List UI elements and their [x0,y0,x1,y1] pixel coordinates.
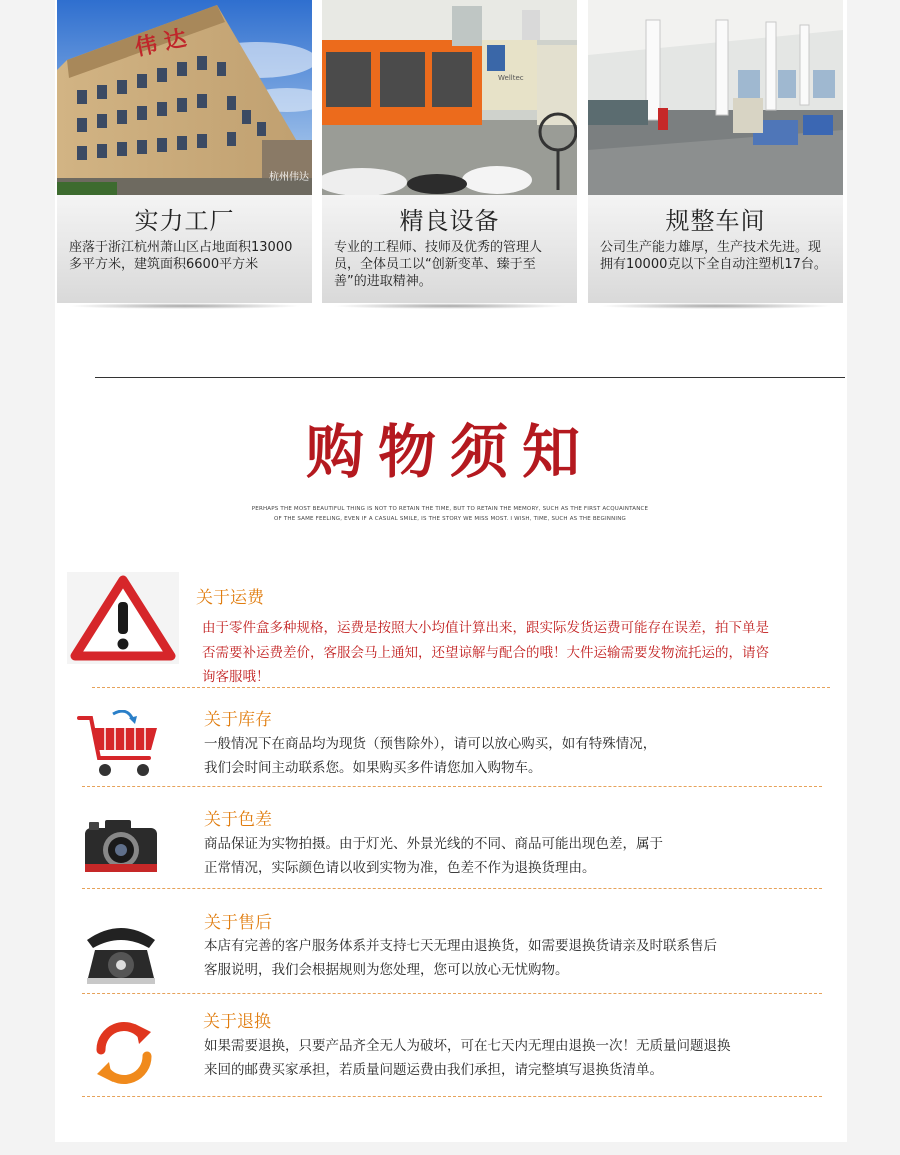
dashed-divider [82,888,822,889]
notice-line: 一般情况下在商品均为现货（预售除外），请可以放心购买，如有特殊情况， [204,736,657,752]
notice-heading: 关于售后 [204,913,272,933]
dashed-divider [92,687,830,688]
feature-panel [57,195,312,303]
feature-card-factory [57,0,312,306]
notice-line: 否需要补运费差价，客服会马上通知，还望谅解与配合的哦！大件运输需要发物流托运的，请咨 [202,644,769,661]
notice-line: 本店有完善的客户服务体系并支持七天无理由退换货，如需要退换货请亲及时联系售后 [204,938,717,954]
notice-line: 来回的邮费买家承担，若质量问题运费由我们承担，请完整填写退换货清单。 [204,1062,663,1078]
warning-icon [67,572,179,668]
feature-card-equipment [322,0,577,306]
card-shadow [598,303,833,309]
feature-card-workshop [588,0,843,306]
telephone-icon [81,920,161,990]
notice-heading: 关于色差 [204,810,272,830]
shopping-cart-icon [77,710,162,786]
notice-stock [67,700,837,785]
dashed-divider [82,1096,822,1097]
machine-brand-text: Welltec [498,74,524,82]
card-shadow [67,303,302,309]
workshop-photo [588,0,843,195]
feature-title: 精良设备 [399,207,500,235]
notice-line: 如果需要退换，只要产品齐全无人为破坏，可在七天内无理由退换一次！无质量问题退换 [204,1038,731,1054]
notice-body [204,934,834,982]
feature-description: 座落于浙江杭州萧山区占地面积13000多平方米，建筑面积6600平方米 [69,240,293,272]
notice-subtitle-line-1: PERHAPS THE MOST BEAUTIFUL THING IS NOT TO RETAIN THE TIME, BUT TO RETAIN THE MEMORY, SUCH AS THE FIRST ACQUAINTANCE [251,506,649,512]
notice-heading: 关于库存 [204,710,272,730]
section-divider [95,377,845,378]
building-sign-text: 伟 达 [132,25,189,62]
notice-returns [67,1004,837,1096]
notice-body [204,832,824,880]
notice-color [67,800,837,888]
notice-line: 由于零件盒多种规格，运费是按照大小均值计算出来，跟实际发货运费可能存在误差，拍下单是 [202,620,769,636]
refresh-arrows-icon [91,1020,157,1090]
notice-subtitle-line-2: OF THE SAME FEELING, EVEN IF A CASUAL SMILE, IS THE STORY WE MISS MOST. I WISH, TIME, SUCH AS THE BEGINNING [273,516,626,522]
feature-description: 专业的工程师、技师及优秀的管理人员，全体员工以“创新变革、臻于至善”的进取精神。 [334,240,543,289]
feature-panel [588,195,843,303]
building-plaque-text: 杭州伟达 [269,172,309,183]
feature-panel [322,195,577,303]
notice-heading: 关于运费 [196,588,264,608]
feature-title: 规整车间 [665,207,766,235]
notice-line: 询客服哦！ [202,669,270,685]
notice-line: 我们会时间主动联系您。如果购买多件请您加入购物车。 [204,760,542,776]
factory-building-photo [57,0,312,195]
card-shadow [332,303,567,309]
notice-body [204,1034,834,1082]
dashed-divider [82,786,822,787]
notice-heading: 关于退换 [203,1012,271,1032]
notice-line: 客服说明，我们会根据规则为您处理，您可以放心无忧购物。 [204,962,569,978]
camera-icon [83,814,159,878]
notice-line: 商品保证为实物拍摄。由于灯光、外景光线的不同、商品可能出现色差，属于 [204,836,663,852]
feature-title: 实力工厂 [134,207,235,235]
notice-line: 正常情况，实际颜色请以收到实物为准，色差不作为退换货理由。 [204,860,596,876]
dashed-divider [82,993,822,994]
notice-shipping [67,572,837,687]
injection-machine-photo [322,0,577,195]
notice-body [202,616,842,690]
notice-after-sales [67,904,837,992]
feature-description: 公司生产能力雄厚，生产技术先进。现拥有10000克以下全自动注塑机17台。 [600,240,827,272]
shopping-notice-title: 购物须知 [305,418,594,486]
notice-body [204,732,824,780]
